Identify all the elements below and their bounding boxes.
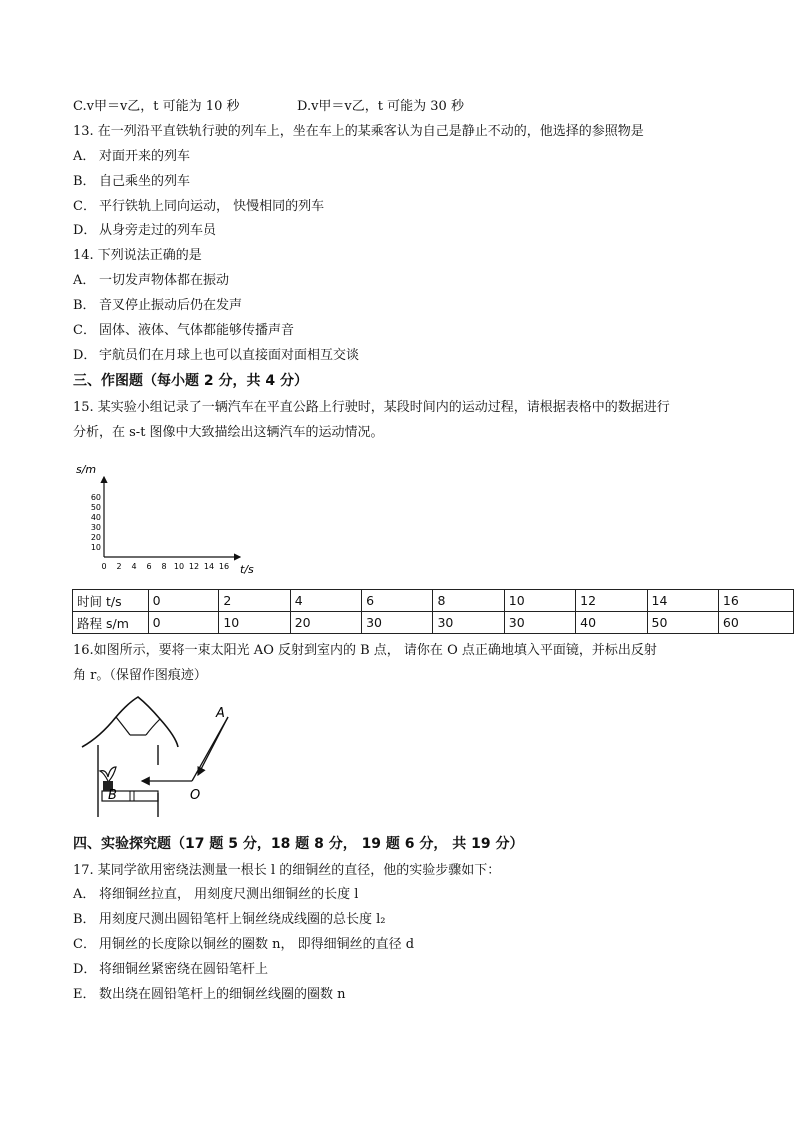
x-tick-label: 14: [203, 562, 215, 571]
x-tick-label: 4: [131, 562, 137, 571]
reflection-figure: [78, 695, 258, 825]
option-label: D．: [73, 348, 97, 363]
option-text: 将细铜丝拉直， 用刻度尺测出细铜丝的长度 l: [99, 887, 359, 902]
q13-option-a: [73, 148, 190, 166]
q15-line-1: 15. 某实验小组记录了一辆汽车在平直公路上行驶时，某段时间内的运动过程，请根据表格中的数据进行: [73, 400, 670, 415]
label-a: A: [216, 706, 225, 721]
q14-option-d: [73, 347, 359, 365]
label-o: O: [190, 788, 201, 803]
x-axis-label: t/s: [240, 563, 254, 576]
table-cell: 30: [504, 612, 575, 634]
table-cell: 16: [718, 590, 793, 612]
x-tick-label: 16: [218, 562, 230, 571]
q13-option-d: [73, 222, 216, 240]
table-cell: 10: [219, 612, 290, 634]
option-text: 一切发声物体都在振动: [99, 273, 230, 288]
table-row-header: 时间 t/s: [73, 590, 149, 612]
q14-option-c: [73, 322, 294, 340]
option-label: C．: [73, 323, 96, 338]
q17-option-b: [73, 911, 386, 929]
q12-option-d: D.v甲＝v乙，t 可能为 30 秒: [297, 99, 464, 114]
x-tick-label: 8: [161, 562, 167, 571]
option-label: C．: [73, 199, 96, 214]
q17-option-a: [73, 886, 358, 904]
option-label: B．: [73, 298, 96, 313]
table-row: [73, 612, 794, 634]
table-cell: 2: [219, 590, 290, 612]
q13-stem: 13. 在一列沿平直铁轨行驶的列车上，坐在车上的某乘客认为自己是静止不动的，他选择的参照物是: [73, 124, 644, 139]
q12-option-c: C.v甲＝v乙，t 可能为 10 秒: [73, 99, 240, 114]
table-cell: 12: [576, 590, 647, 612]
y-tick-label: 50: [90, 503, 101, 512]
option-label: D．: [73, 223, 97, 238]
q17-option-d: [73, 961, 268, 979]
x-tick-label: 2: [116, 562, 122, 571]
option-text: 宇航员们在月球上也可以直接面对面相互交谈: [99, 348, 360, 363]
table-cell: 14: [647, 590, 718, 612]
y-axis-label: s/m: [76, 463, 97, 476]
table-cell: 30: [433, 612, 504, 634]
y-tick-label: 30: [90, 523, 101, 532]
x-tick-label: 12: [188, 562, 200, 571]
q17-stem: 17. 某同学欲用密绕法测量一根长 l 的细铜丝的直径，他的实验步骤如下：: [73, 863, 501, 878]
table-cell: 8: [433, 590, 504, 612]
option-text: 用刻度尺测出圆铅笔杆上铜丝绕成线圈的总长度 l₂: [99, 912, 386, 927]
st-graph: [70, 455, 254, 585]
plant-icon: [100, 767, 116, 781]
table-cell: 20: [290, 612, 361, 634]
q14-option-a: [73, 272, 229, 290]
option-label: B．: [73, 912, 96, 927]
table-cell: 0: [148, 612, 219, 634]
section-4-title: 四、实验探究题（17 题 5 分，18 题 8 分， 19 题 6 分， 共 19 分）: [73, 836, 524, 852]
q15-line-2: 分析，在 s-t 图像中大致描绘出这辆汽车的运动情况。: [73, 425, 384, 440]
option-label: A．: [73, 149, 96, 164]
q14-option-b: [73, 297, 242, 315]
option-text: 将细铜丝紧密绕在圆铅笔杆上: [99, 962, 269, 977]
y-tick-label: 40: [90, 513, 101, 522]
option-label: D．: [73, 962, 97, 977]
table-cell: 60: [718, 612, 793, 634]
table-cell: 40: [576, 612, 647, 634]
section-3-title: 三、作图题（每小题 2 分，共 4 分）: [73, 373, 308, 389]
label-b: B: [108, 788, 117, 803]
table-cell: 10: [504, 590, 575, 612]
y-tick-label: 20: [90, 533, 101, 542]
q13-option-b: [73, 173, 190, 191]
option-label: A．: [73, 273, 96, 288]
option-label: B．: [73, 174, 96, 189]
option-text: 平行铁轨上同向运动， 快慢相同的列车: [99, 199, 325, 214]
table-cell: 0: [148, 590, 219, 612]
x-tick-label: 10: [173, 562, 185, 571]
y-tick-label: 10: [90, 543, 101, 552]
option-text: 数出绕在圆铅笔杆上的细铜丝线圈的圈数 n: [99, 987, 346, 1002]
table-cell: 30: [362, 612, 433, 634]
q14-stem: 14. 下列说法正确的是: [73, 248, 202, 263]
table-cell: 4: [290, 590, 361, 612]
x-tick-label: 0: [101, 562, 107, 571]
roof-outline: [82, 697, 178, 747]
q16-line-1: 16.如图所示，要将一束太阳光 AO 反射到室内的 B 点， 请你在 O 点正确地填入平面镜，并标出反射: [73, 643, 657, 658]
q17-option-e: [73, 986, 346, 1004]
option-text: 音叉停止振动后仍在发声: [99, 298, 243, 313]
option-text: 固体、液体、气体都能够传播声音: [99, 323, 295, 338]
x-tick-label: 6: [146, 562, 152, 571]
q17-option-c: [73, 936, 414, 954]
option-label: E．: [73, 987, 96, 1002]
option-text: 从身旁走过的列车员: [99, 223, 217, 238]
option-label: C．: [73, 937, 96, 952]
option-label: A．: [73, 887, 96, 902]
option-text: 自己乘坐的列车: [99, 174, 191, 189]
q13-option-c: [73, 198, 324, 216]
option-text: 对面开来的列车: [99, 149, 191, 164]
table-row: [73, 590, 794, 612]
table-cell: 50: [647, 612, 718, 634]
y-tick-label: 60: [90, 493, 101, 502]
table-row-header: 路程 s/m: [73, 612, 149, 634]
q16-line-2: 角 r。（保留作图痕迹）: [73, 668, 207, 683]
data-table: [72, 589, 794, 634]
table-cell: 6: [362, 590, 433, 612]
option-text: 用铜丝的长度除以铜丝的圈数 n， 即得细铜丝的直径 d: [99, 937, 415, 952]
